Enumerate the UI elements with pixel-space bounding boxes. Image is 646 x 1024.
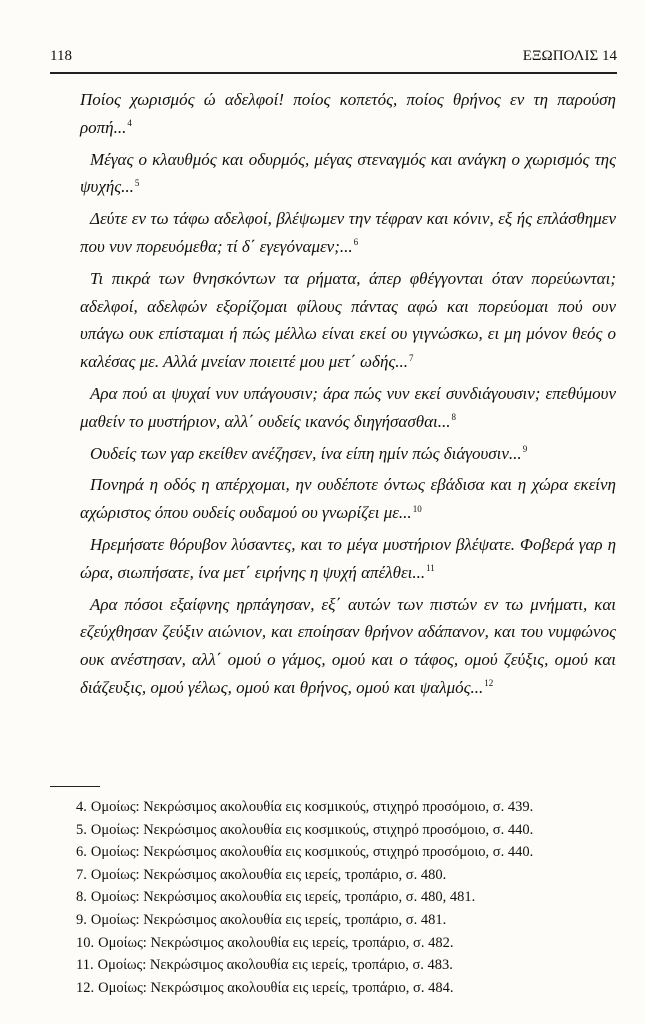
footnote [76,864,616,887]
footnote [76,932,616,955]
footnote-text: Ομοίως: Νεκρώσιμος ακολουθία εις κοσμικούς, στιχηρό προσόμοιο, σ. 440. [90,821,534,838]
footnote-text: Ομοίως: Νεκρώσιμος ακολουθία εις ιερείς, τροπάριο, σ. 484. [98,979,454,996]
paragraph [80,531,616,587]
paragraph-text: Ουδείς των γαρ εκείθεν ανέζησεν, ίνα είπη ημίν πώς διάγουσιν... [90,443,522,463]
footnote-marker: 6 [353,237,359,248]
footnote-marker: 10 [412,503,422,514]
footnote-number: 9. [76,911,87,928]
paragraph-text: Αρα πόσοι εξαίφνης ηρπάγησαν, εξ΄ αυτών των πιστών εν τω μνήματι, και εζεύχθησαν ζεύξιν αιώνιον, και εποίησαν θρήνον αδάπανον, και του νυμφώνος ουκ ανέστησαν, αλλ΄ ομού ο γάμος, ομού και ο τάφος, ομού ζεύξις, ομού και διάζευξις, ομού γέλως, ομού και θρήνος, ομού και ψαλμός... [80,594,616,697]
footnote [76,819,616,842]
footnote-text: Ομοίως: Νεκρώσιμος ακολουθία εις ιερείς, τροπάριο, σ. 481. [90,911,447,928]
footnote-text: Ομοίως: Νεκρώσιμος ακολουθία εις ιερείς, τροπάριο, σ. 482. [98,934,454,951]
paragraph-text: Πονηρά η οδός η απέρχομαι, ην ουδέποτε όντως εβάδισα και η χώρα εκείνη αχώριστος όπου ουδείς ουδαμού ου γνωρίζει με... [80,475,616,523]
paragraph-text: Ποίος χωρισμός ώ αδελφοί! ποίος κοπετός, ποίος θρήνος εν τη παρούση ροπή... [80,90,616,137]
page-number: 118 [50,48,72,64]
paragraph-text: Ηρεμήσατε θόρυβον λύσαντες, και το μέγα μυστήριον βλέψατε. Φοβερά γαρ η ώρα, σιωπήσατε, ίνα μετ΄ ειρήνης η ψυχή απέλθει... [80,534,616,582]
footnote-marker: 8 [451,412,456,423]
footnote-marker: 4 [127,118,132,129]
footnote-text: Ομοίως: Νεκρώσιμος ακολουθία εις ιερείς, τροπάριο, σ. 483. [97,957,453,974]
paragraph [80,265,616,376]
paragraph-text: Τι πικρά των θνησκόντων τα ρήματα, άπερ φθέγγονται όταν πορεύωνται; αδελφοί, αδελφών εξορίζομαι φίλους πάντας αφώ και πορεύομαι πού ουν υπάγω ουκ επίσταμαι ή πώς μέλλω είναι εκεί ου γιγνώσκω, ει μη μόνον θεός ο καλέσας με. Αλλά μνείαν ποιειτέ μου μετ΄ ωδής... [80,268,616,372]
footnote-text: Ομοίως: Νεκρώσιμος ακολουθία εις κοσμικούς, στιχηρό προσόμοιο, σ. 440. [90,844,534,861]
paragraph-text: Αρα πού αι ψυχαί νυν υπάγουσιν; άρα πώς νυν εκεί συνδιάγουσιν; επεθύμουν μαθείν το μυστήριον, αλλ΄ ουδείς ικανός διηγήσασθαι... [80,383,616,431]
footnote-number: 10. [76,934,95,951]
footnotes [76,796,616,999]
paragraph [80,440,616,468]
footnote [76,886,616,909]
footnote-marker: 9 [522,443,528,454]
paragraph [80,591,616,702]
footnote-marker: 11 [426,563,435,574]
body-text [80,86,616,706]
footnote [76,909,616,932]
paragraph [80,380,616,436]
page-header [50,48,617,65]
paragraph-text: Μέγας ο κλαυθμός και οδυρμός, μέγας στεναγμός και ανάγκη ο χωρισμός της ψυχής... [80,149,616,197]
footnote-text: Ομοίως: Νεκρώσιμος ακολουθία εις κοσμικούς, στιχηρό προσόμοιο, σ. 439. [90,799,534,815]
footnote-rule [50,786,100,787]
footnote [76,954,616,977]
paragraph [80,471,616,527]
paragraph-text: Δεύτε εν τω τάφω αδελφοί, βλέψωμεν την τέφραν και κόνιν, εξ ής επλάσθημεν που νυν πορευόμεθα; τί δ΄ εγεγόναμεν;... [80,209,616,256]
footnote-marker: 7 [409,352,414,363]
footnote [76,977,616,1000]
footnote-number: 11. [76,957,94,974]
paragraph [80,205,616,261]
footnote-number: 6. [76,844,87,861]
footnote-marker: 5 [134,177,140,188]
footnote-number: 8. [76,889,87,906]
footnote-number: 12. [76,979,95,996]
paragraph [80,146,616,202]
footnote [76,841,616,864]
footnote-number: 5. [76,821,87,838]
paragraph [80,86,616,142]
footnote [76,796,616,819]
header-rule [50,72,617,74]
running-title: ΕΞΩΠΟΛΙΣ 14 [522,48,617,64]
footnote-marker: 12 [484,678,494,689]
footnote-text: Ομοίως: Νεκρώσιμος ακολουθία εις ιερείς, τροπάριο, σ. 480, 481. [90,889,476,906]
footnote-number: 4. [76,799,87,815]
footnote-text: Ομοίως: Νεκρώσιμος ακολουθία εις ιερείς, τροπάριο, σ. 480. [90,866,447,883]
footnote-number: 7. [76,866,87,883]
